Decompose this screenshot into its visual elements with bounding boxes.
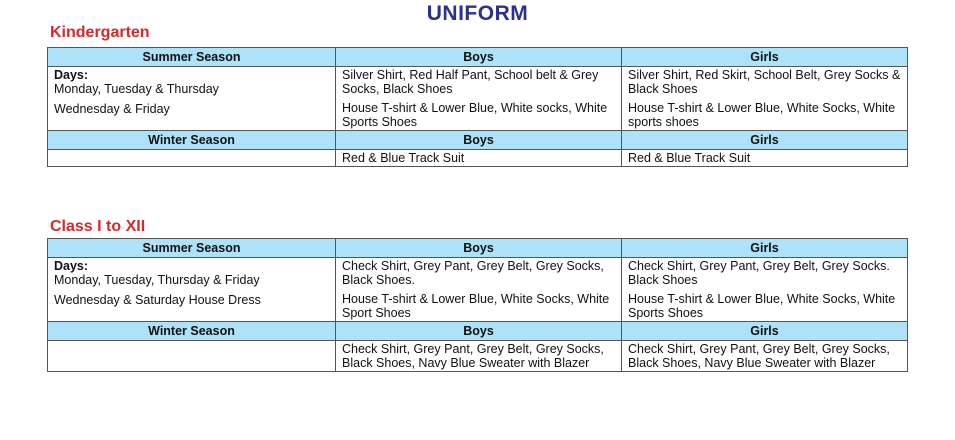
days-label: Days:: [54, 68, 89, 82]
boys-uniform-1: Silver Shirt, Red Half Pant, School belt & Grey Socks, Black Shoes: [342, 68, 599, 96]
section-label-class-i-to-xii: Class I to XII: [50, 218, 146, 235]
boys-uniform-2: House T-shirt & Lower Blue, White socks, White Sports Shoes: [342, 101, 608, 129]
boys-cell: [336, 67, 622, 131]
table-header-row: [48, 48, 908, 67]
header-summer-season: Summer Season: [48, 48, 336, 67]
boys-winter-cell: Check Shirt, Grey Pant, Grey Belt, Grey Socks, Black Shoes, Navy Blue Sweater with Blazer: [336, 341, 622, 372]
header-summer-season: Summer Season: [48, 239, 336, 258]
page-title: UNIFORM: [426, 2, 529, 25]
header-winter-season: Winter Season: [48, 322, 336, 341]
table-row: [48, 67, 908, 131]
table-header-row: [48, 239, 908, 258]
days-cell: [48, 67, 336, 131]
header-boys: Boys: [336, 131, 622, 150]
boys-uniform-1: Check Shirt, Grey Pant, Grey Belt, Grey Socks, Black Shoes.: [342, 259, 604, 287]
table-row: [48, 341, 908, 372]
days-line-2: Wednesday & Friday: [54, 102, 170, 116]
table-header-row: [48, 322, 908, 341]
girls-winter-cell: Red & Blue Track Suit: [622, 150, 908, 167]
girls-uniform-2: House T-shirt & Lower Blue, White Socks, White sports shoes: [628, 101, 896, 129]
kindergarten-uniform-table: [47, 47, 908, 167]
header-winter-season: Winter Season: [48, 131, 336, 150]
table-row: [48, 150, 908, 167]
girls-uniform-1: Check Shirt, Grey Pant, Grey Belt, Grey Socks. Black Shoes: [628, 259, 890, 287]
header-boys: Boys: [336, 48, 622, 67]
table-header-row: [48, 131, 908, 150]
header-boys: Boys: [336, 322, 622, 341]
boys-cell: [336, 258, 622, 322]
girls-uniform-1: Silver Shirt, Red Skirt, School Belt, Grey Socks & Black Shoes: [628, 68, 901, 96]
days-label: Days:: [54, 259, 89, 273]
header-girls: Girls: [622, 322, 908, 341]
girls-uniform-2: House T-shirt & Lower Blue, White Socks, White Sports Shoes: [628, 292, 896, 320]
class-uniform-table: [47, 238, 908, 372]
days-line-1: Monday, Tuesday & Thursday: [54, 82, 219, 96]
boys-winter-cell: Red & Blue Track Suit: [336, 150, 622, 167]
girls-cell: [622, 258, 908, 322]
header-girls: Girls: [622, 48, 908, 67]
header-boys: Boys: [336, 239, 622, 258]
empty-cell: [48, 150, 336, 167]
boys-uniform-2: House T-shirt & Lower Blue, White Socks, White Sport Shoes: [342, 292, 610, 320]
table-row: [48, 258, 908, 322]
days-line-1: Monday, Tuesday, Thursday & Friday: [54, 273, 260, 287]
header-girls: Girls: [622, 131, 908, 150]
empty-cell: [48, 341, 336, 372]
girls-winter-cell: Check Shirt, Grey Pant, Grey Belt, Grey Socks, Black Shoes, Navy Blue Sweater with Blazer: [622, 341, 908, 372]
section-label-kindergarten: Kindergarten: [50, 24, 150, 41]
girls-cell: [622, 67, 908, 131]
days-cell: [48, 258, 336, 322]
header-girls: Girls: [622, 239, 908, 258]
days-line-2: Wednesday & Saturday House Dress: [54, 293, 261, 307]
